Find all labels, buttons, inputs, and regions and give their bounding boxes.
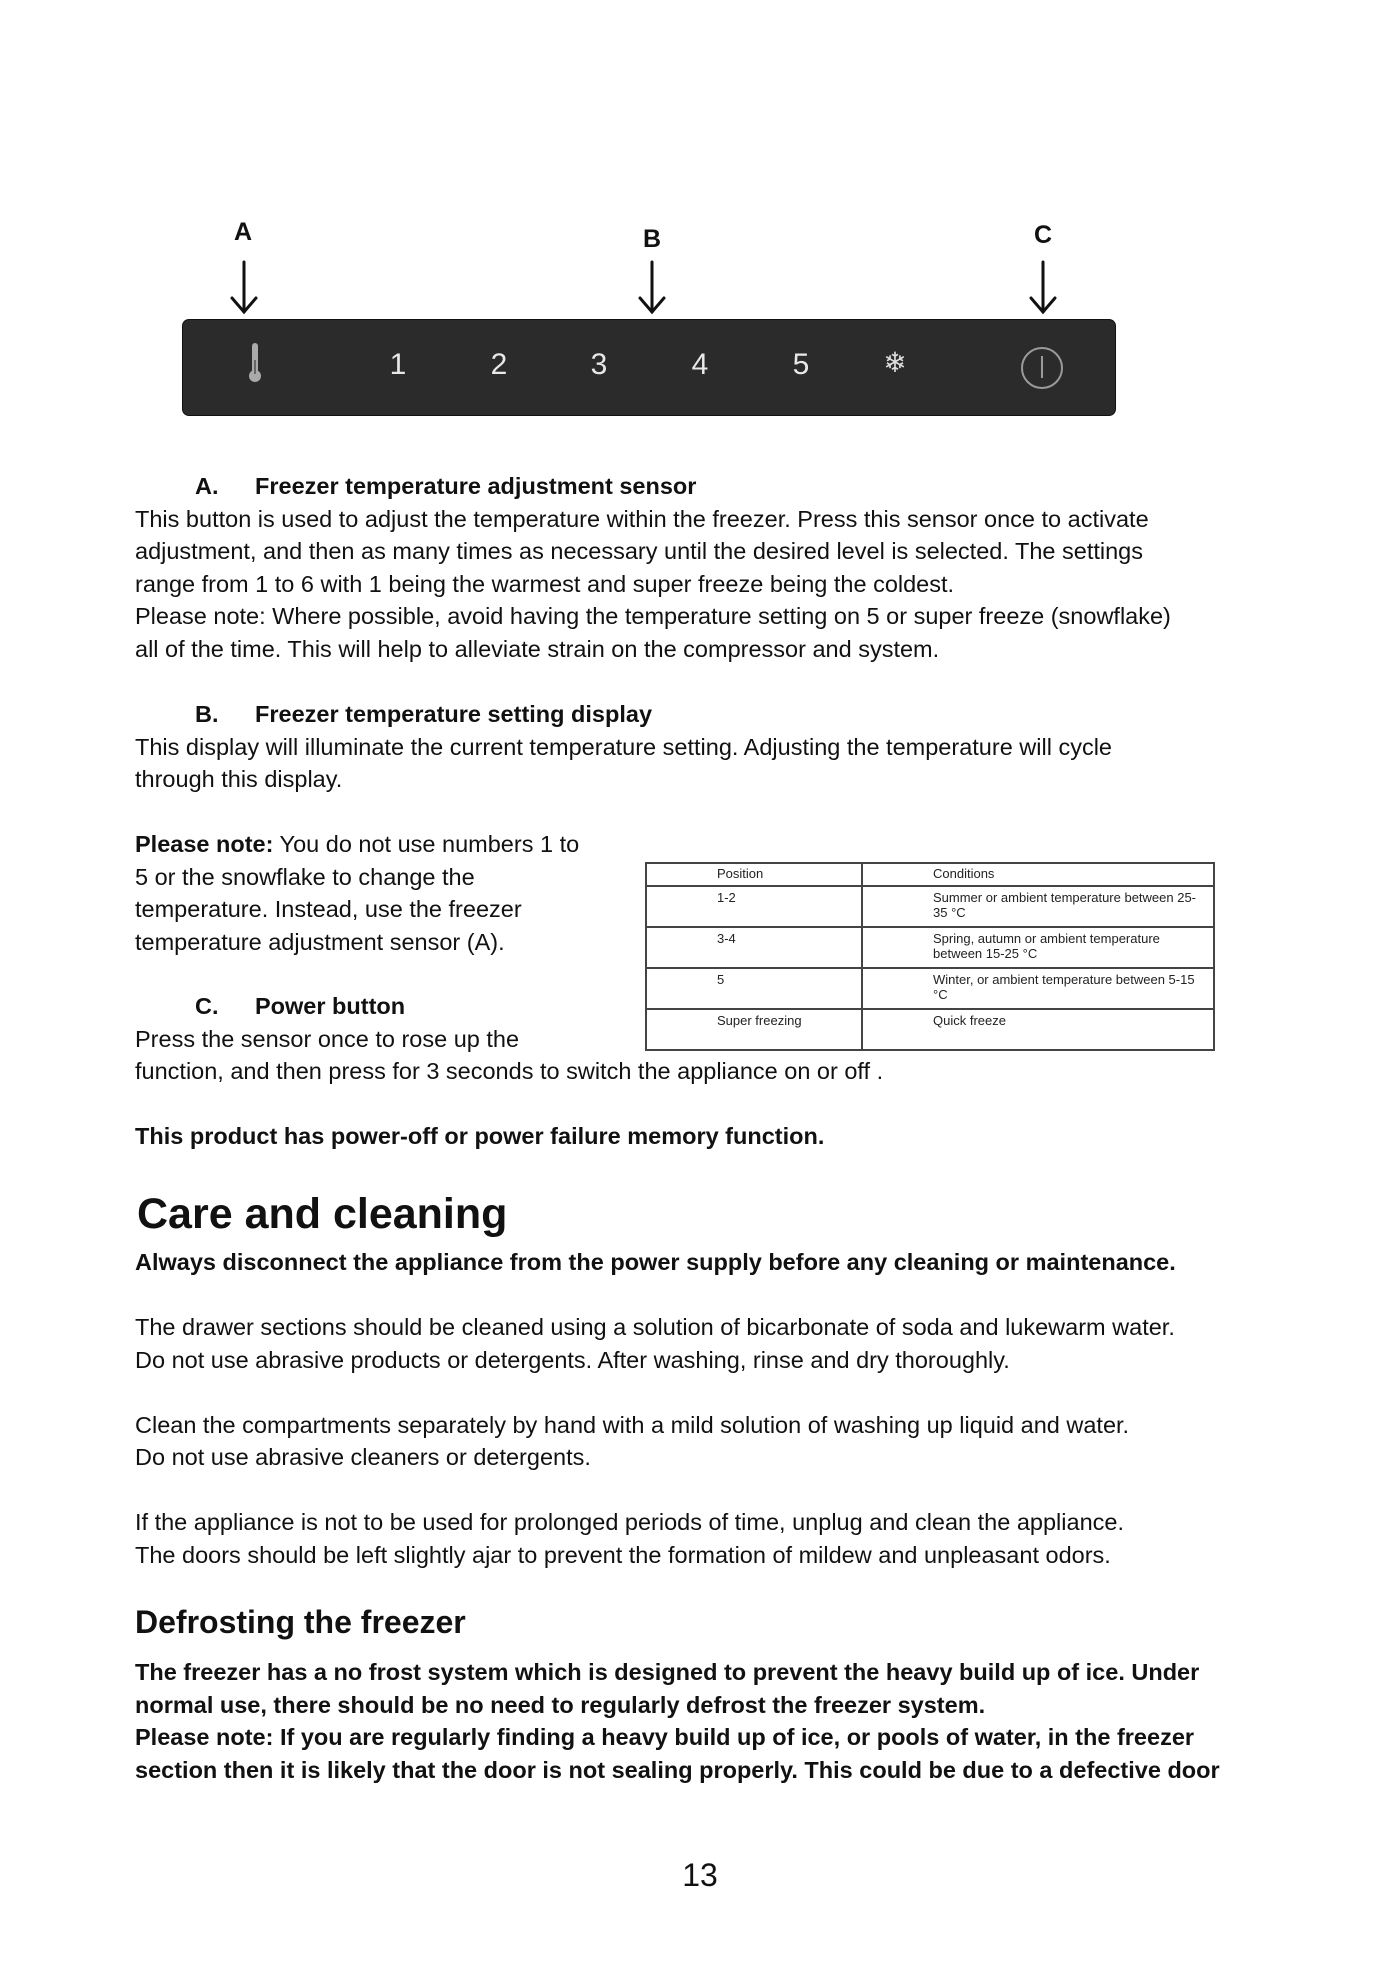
- memory-function-note: This product has power-off or power failure memory function.: [135, 1123, 825, 1149]
- callout-arrows: [0, 0, 1400, 330]
- table-cell: 3-4: [646, 927, 862, 968]
- section-c: [135, 990, 1265, 1088]
- table-cell: 5: [646, 968, 862, 1009]
- care-heading: Care and cleaning: [137, 1190, 508, 1238]
- section-b-letter: B.: [195, 701, 219, 727]
- section-b-title: Freezer temperature setting display: [255, 701, 653, 727]
- table-cell: Quick freeze: [862, 1009, 1214, 1050]
- table-header-cell: Position: [646, 863, 862, 886]
- section-a-title: Freezer temperature adjustment sensor: [255, 473, 697, 499]
- paragraph-line: through this display.: [135, 766, 343, 792]
- care-warning: Always disconnect the appliance from the power supply before any cleaning or maintenance.: [135, 1249, 1176, 1275]
- section-a-letter: A.: [195, 473, 219, 499]
- setting-digit: 1: [389, 348, 407, 381]
- thermometer-icon[interactable]: [248, 342, 262, 384]
- control-panel-diagram: [0, 0, 1400, 440]
- paragraph-line: all of the time. This will help to alleviate strain on the compressor and system.: [135, 635, 940, 662]
- snowflake-icon: ❄: [883, 347, 907, 378]
- table-row: [646, 886, 1214, 927]
- table-header-cell: Conditions: [862, 863, 1214, 886]
- table-header-row: [646, 863, 1214, 886]
- paragraph-line: normal use, there should be no need to regularly defrost the freezer system.: [135, 1691, 986, 1718]
- page-number: 13: [682, 1857, 718, 1893]
- paragraph-line: Clean the compartments separately by hand with a mild solution of washing up liquid and water.: [135, 1411, 1130, 1438]
- paragraph-line: Please note: Where possible, avoid having the temperature setting on 5 or super freeze (snowflake): [135, 603, 1171, 629]
- paragraph-line: The drawer sections should be cleaned using a solution of bicarbonate of soda and lukewarm water.: [135, 1314, 1175, 1340]
- paragraph-line: This display will illuminate the current temperature setting. Adjusting the temperature will cycle: [135, 733, 1112, 760]
- callout-c-label: C: [1033, 221, 1053, 249]
- section-c-title: Power button: [255, 993, 406, 1019]
- note-label: Please note:: [135, 831, 274, 857]
- paragraph-line: The freezer has a no frost system which is designed to prevent the heavy build up of ice. Under: [135, 1659, 1200, 1685]
- table-row: [646, 927, 1214, 968]
- setting-digit: 3: [590, 348, 608, 381]
- paragraph-line: This button is used to adjust the temperature within the freezer. Press this sensor once to activate: [135, 505, 1149, 532]
- care-section: [135, 1246, 1275, 1571]
- paragraph-line: If the appliance is not to be used for prolonged periods of time, unplug and clean the appliance.: [135, 1509, 1124, 1535]
- arrow-down-icon: [232, 262, 256, 312]
- paragraph-line: The doors should be left slightly ajar to prevent the formation of mildew and unpleasant odors.: [135, 1541, 1111, 1568]
- setting-digit: 5: [792, 348, 810, 381]
- paragraph-line: function, and then press for 3 seconds to switch the appliance on or off .: [135, 1058, 884, 1084]
- table-cell: Super freezing: [646, 1009, 862, 1050]
- callout-b-label: B: [642, 225, 662, 253]
- note-text: You do not use numbers 1 to: [273, 831, 580, 857]
- paragraph-line: Press the sensor once to rose up the: [135, 1025, 520, 1052]
- table-cell: 1-2: [646, 886, 862, 927]
- setting-digit: 2: [490, 348, 508, 381]
- section-c-letter: C.: [195, 993, 219, 1019]
- paragraph-line: adjustment, and then as many times as necessary until the desired level is selected. The settings: [135, 538, 1143, 564]
- note-block: [135, 828, 615, 958]
- setting-digit: 4: [691, 348, 709, 381]
- section-b: [135, 698, 1265, 796]
- paragraph-line: Do not use abrasive products or detergents. After washing, rinse and dry thoroughly.: [135, 1346, 1010, 1373]
- defrost-heading: Defrosting the freezer: [135, 1604, 466, 1640]
- section-c-heading: [135, 990, 1265, 1023]
- callout-a-label: A: [233, 218, 253, 246]
- paragraph-line: Do not use abrasive cleaners or detergents.: [135, 1444, 591, 1470]
- control-panel: [183, 320, 1115, 415]
- paragraph-line: temperature adjustment sensor (A).: [135, 928, 505, 955]
- arrow-down-icon: [640, 262, 664, 312]
- section-a-heading: [135, 470, 1265, 503]
- section-b-heading: [135, 698, 1265, 731]
- table-cell: Winter, or ambient temperature between 5-15 °C: [862, 968, 1214, 1009]
- paragraph-line: Please note: If you are regularly finding a heavy build up of ice, or pools of water, in the freezer: [135, 1724, 1195, 1750]
- arrow-down-icon: [1031, 262, 1055, 312]
- section-a: [135, 470, 1265, 665]
- table-cell: Spring, autumn or ambient temperature between 15-25 °C: [862, 927, 1214, 968]
- paragraph-line: temperature. Instead, use the freezer: [135, 896, 522, 922]
- note-first-line: [135, 828, 615, 861]
- table-cell: Summer or ambient temperature between 25-35 °C: [862, 886, 1214, 927]
- power-icon[interactable]: [1021, 347, 1063, 389]
- defrost-section: [135, 1656, 1275, 1786]
- paragraph-line: range from 1 to 6 with 1 being the warmest and super freeze being the coldest.: [135, 570, 955, 597]
- paragraph-line: 5 or the snowflake to change the: [135, 863, 475, 890]
- paragraph-line: section then it is likely that the door is not sealing properly. This could be due to a defective door: [135, 1756, 1220, 1783]
